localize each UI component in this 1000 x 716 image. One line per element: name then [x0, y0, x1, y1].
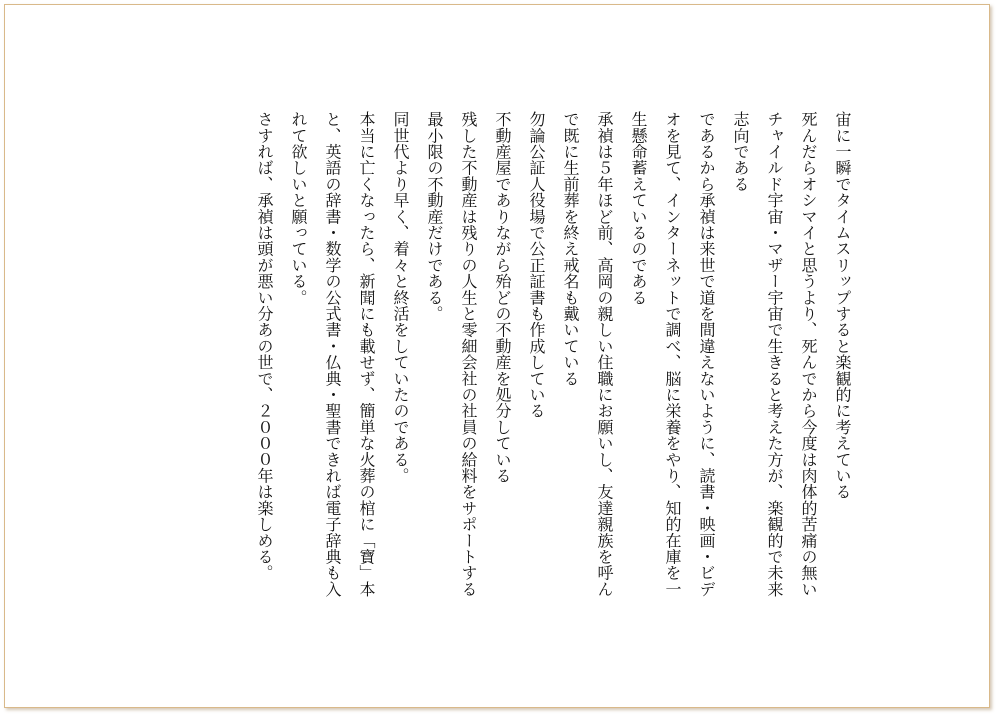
- document-page: [4, 4, 990, 708]
- text-line: オを見て、インターネットで調べ、脳に栄養をやり、知的在庫を一: [663, 111, 682, 597]
- text-line: れて欲しいと願っている。: [289, 111, 308, 306]
- text-line: 本当に亡くなったら、新聞にも載せず、簡単な火葬の棺に「寶」本: [357, 111, 376, 597]
- text-line: 残した不動産は残りの人生と零細会社の社員の給料をサポートする: [459, 111, 478, 597]
- text-line: と、英語の辞書・数学の公式書・仏典・聖書できれば電子辞典も入: [323, 111, 342, 597]
- text-line: 勿論公証人役場で公正証書も作成している: [527, 111, 546, 419]
- text-line: であるから承禎は来世で道を間違えないように、読書・映画・ビデ: [697, 111, 716, 597]
- text-line: 宙に一瞬でタイムスリップすると楽観的に考えている: [833, 111, 852, 500]
- text-line: 死んだらオシマイと思うより、死んでから今度は肉体的苦痛の無い: [799, 111, 818, 597]
- text-line: 最小限の不動産だけである。: [425, 111, 444, 322]
- text-line: 同世代より早く、着々と終活をしていたのである。: [391, 111, 410, 484]
- text-line: 志向である: [731, 111, 750, 192]
- text-line: 承禎は５年ほど前、高岡の親しい住職にお願いし、友達親族を呼ん: [595, 111, 614, 597]
- text-line: で既に生前葬を終え戒名も戴いている: [561, 111, 580, 387]
- text-line: 不動産屋でありながら殆どの不動産を処分している: [493, 111, 512, 484]
- text-line: さすれば、承禎は頭が悪い分あの世で、２０００年は楽しめる。: [255, 111, 274, 581]
- text-line: チャイルド宇宙・マザー宇宙で生きると考えた方が、楽観的で未来: [765, 111, 784, 597]
- document-body: [247, 111, 859, 671]
- text-line: 生懸命蓄えているのである: [629, 111, 648, 306]
